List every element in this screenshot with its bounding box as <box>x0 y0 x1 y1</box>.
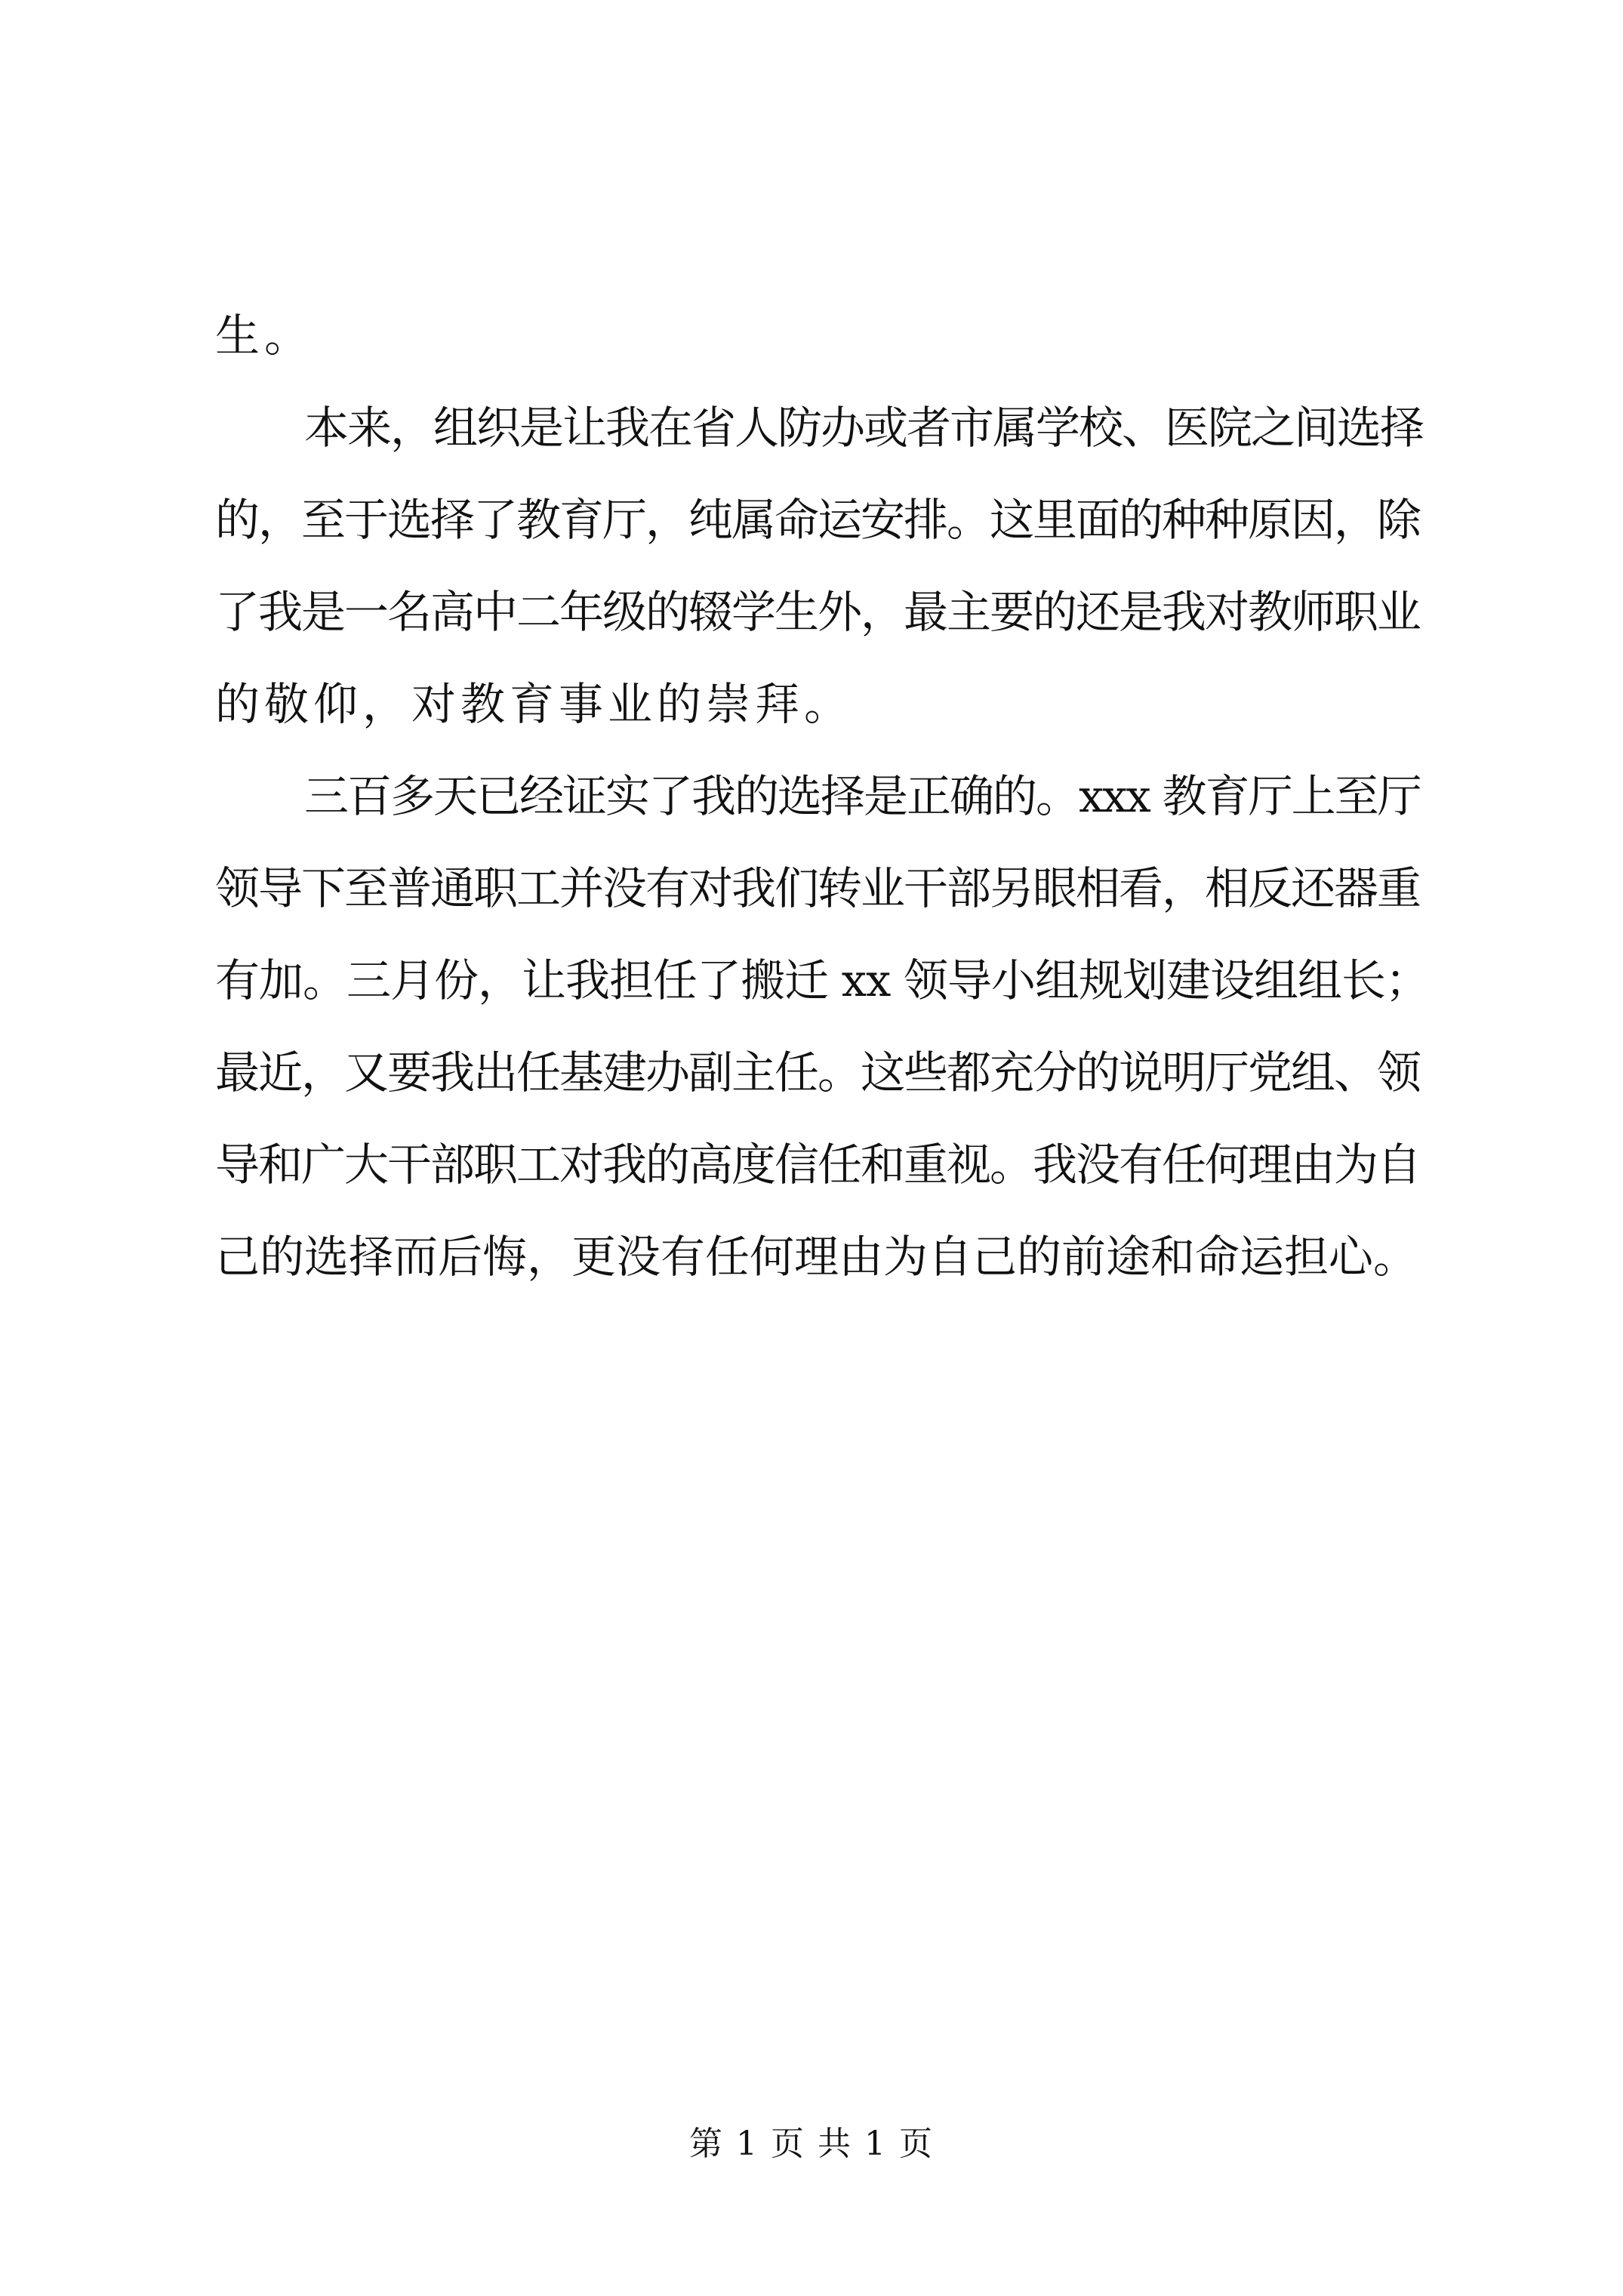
text-line: 的，至于选择了教育厅，纯属命运安排。这里面的种种原因，除 <box>215 494 1421 546</box>
text-line: 的敬仰，对教育事业的崇拜。 <box>215 678 854 730</box>
paragraph-start-line: 本来，组织是让我在省人防办或者市属学校、医院之间选择 <box>304 402 1424 454</box>
text-line: 了我是一名高中二年级的辍学生外，最主要的还是我对教师职业 <box>215 586 1421 638</box>
text-line: 有加。三月份，让我担任了搬迁 xx 领导小组规划建设组组长； <box>215 954 1430 1006</box>
text-line: 导和广大干部职工对我的高度信任和重视。我没有任何理由为自 <box>215 1139 1421 1191</box>
paragraph-start-line: 三百多天已经证实了我的选择是正确的。xxx 教育厅上至厅 <box>304 770 1421 822</box>
text-line: 生。 <box>215 310 314 362</box>
text-line: 最近，又要我出任基建办副主任。这些都充分的说明厅党组、领 <box>215 1046 1421 1099</box>
page-number-footer: 第 1 页 共 1 页 <box>689 2125 934 2163</box>
text-line: 领导下至普通职工并没有对我们转业干部另眼相看，相反还器重 <box>215 862 1421 914</box>
text-line: 己的选择而后悔，更没有任何理由为自己的前途和命运担心。 <box>215 1231 1418 1283</box>
